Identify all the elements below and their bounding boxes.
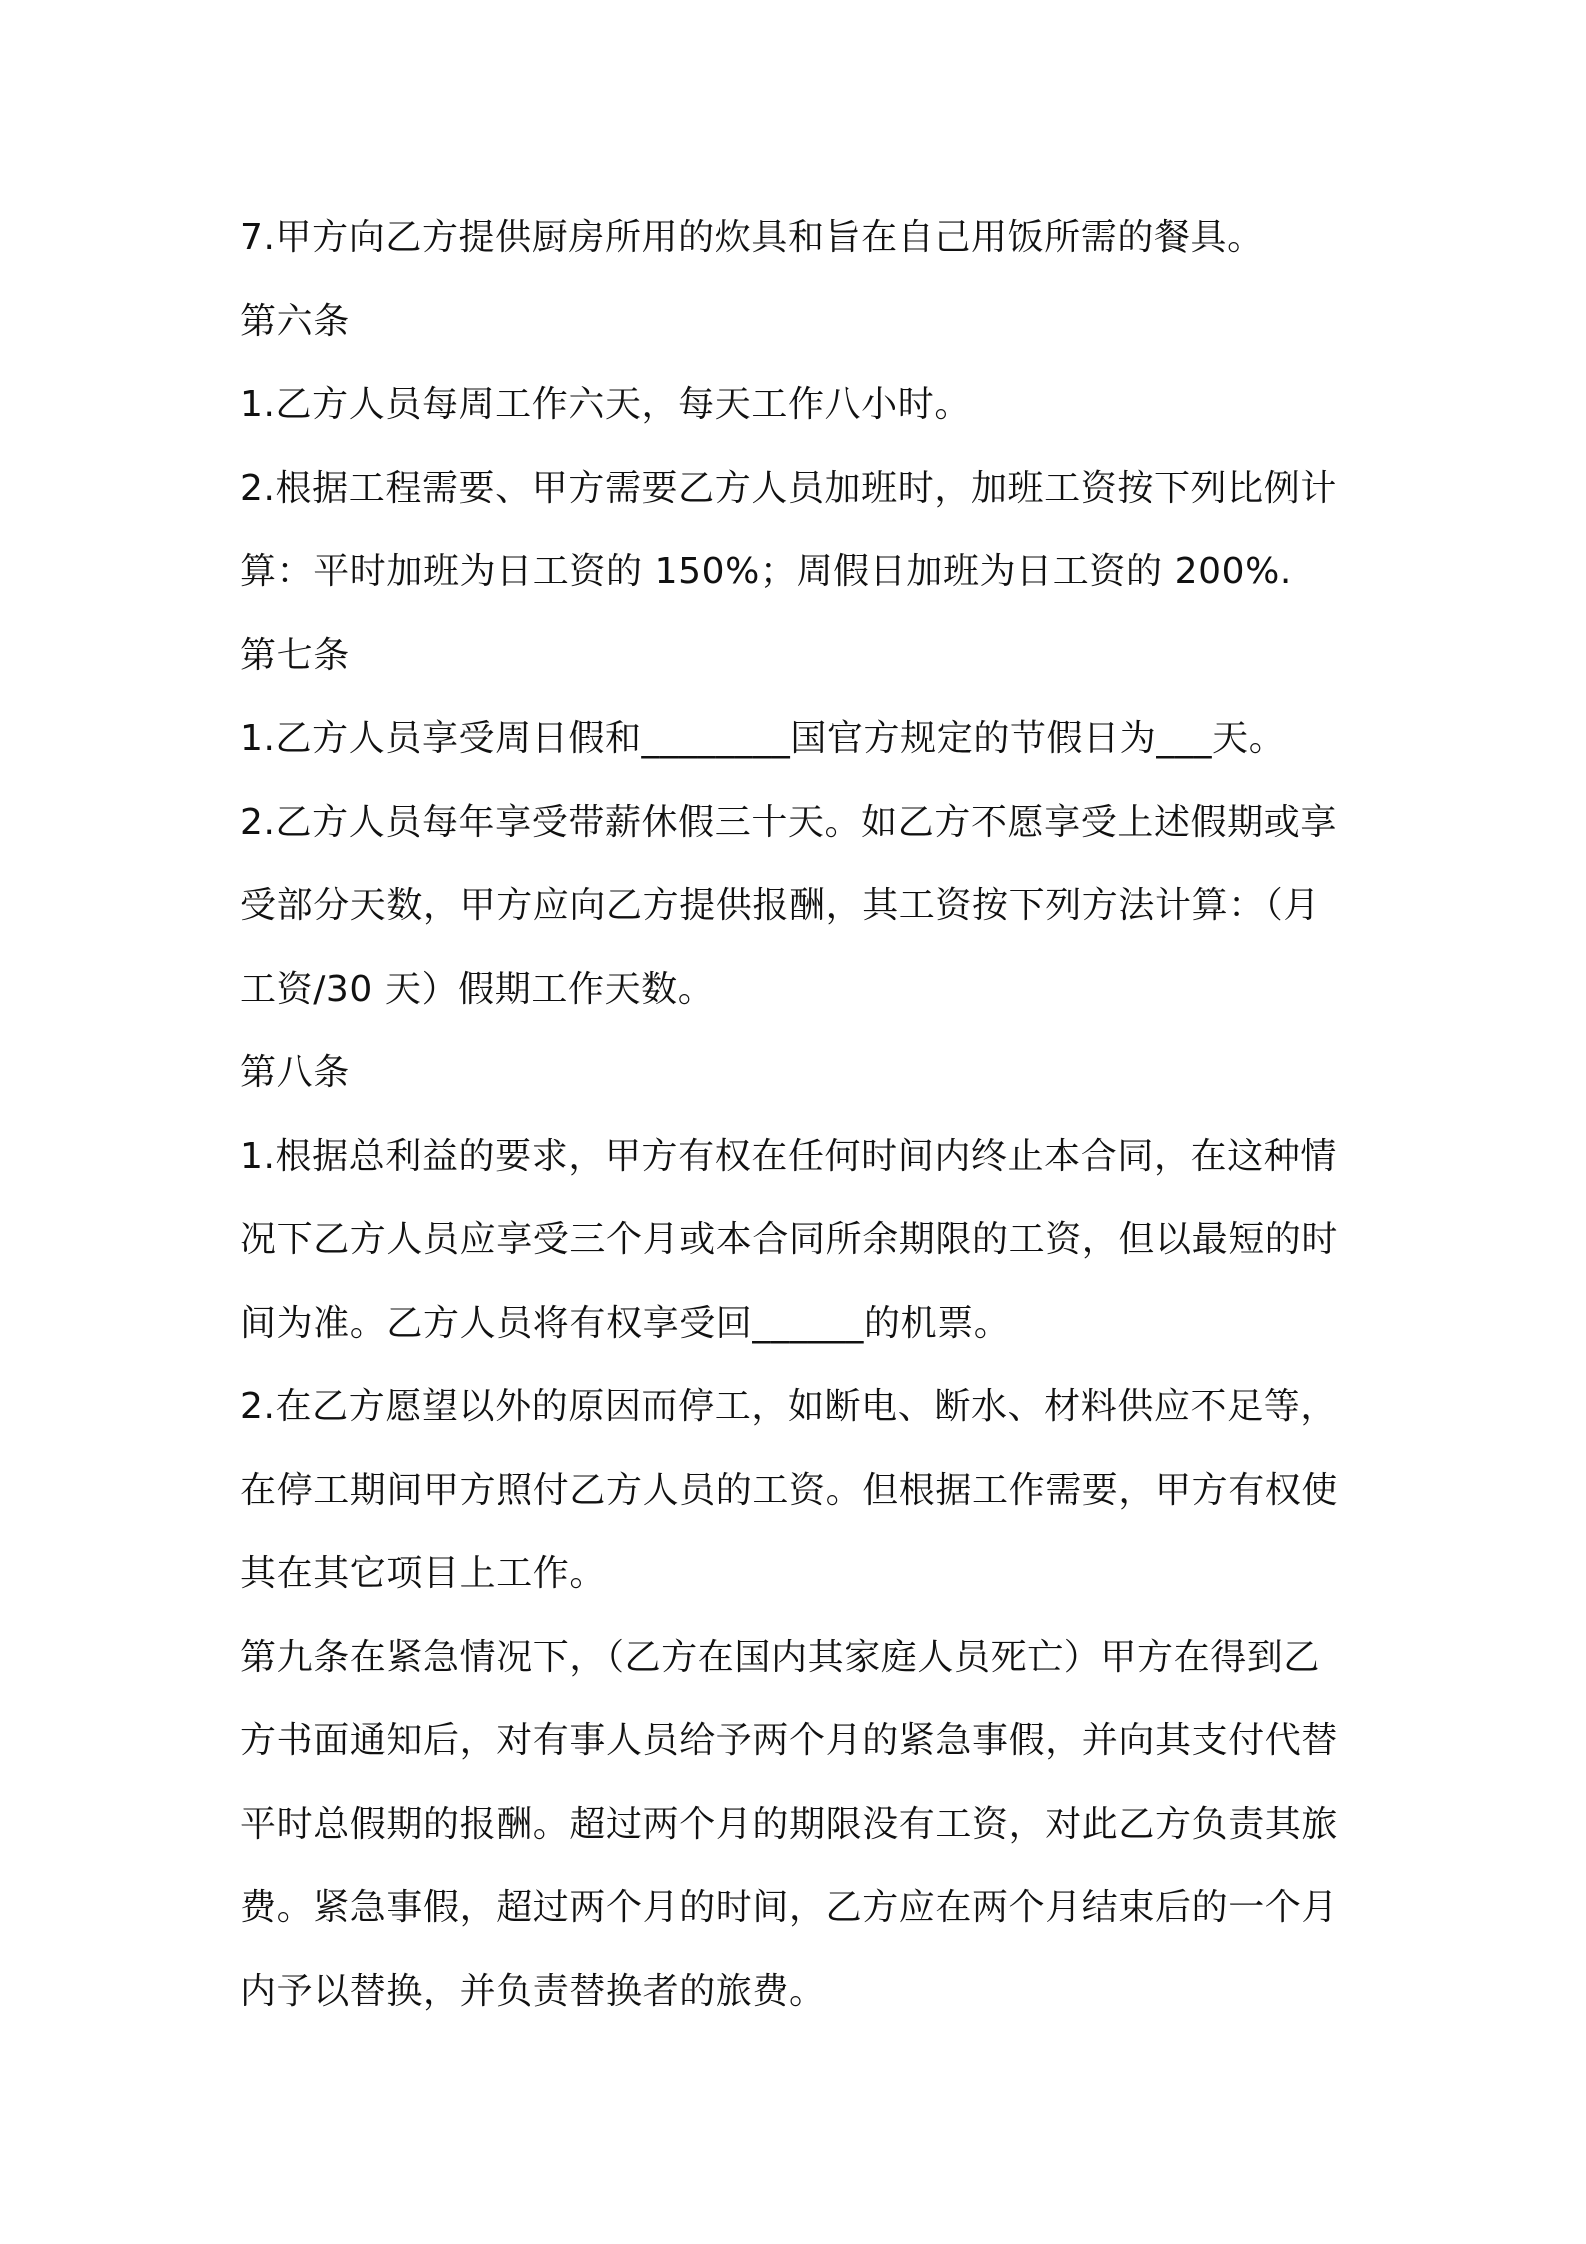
article-6-item-2-line-1: 2.根据工程需要、甲方需要乙方人员加班时，加班工资按下列比例计 xyxy=(240,467,1337,509)
article-8-item-2-line-1: 2.在乙方愿望以外的原因而停工，如断电、断水、材料供应不足等， xyxy=(240,1386,1337,1427)
clause-5-item-7: 7.甲方向乙方提供厨房所用的炊具和旨在自己用饭所需的餐具。 xyxy=(240,217,1264,258)
article-7-item-2-line-1: 2.乙方人员每年享受带薪休假三十天。如乙方不愿享受上述假期或享 xyxy=(240,801,1337,843)
article-7-item-2-line-3: 工资/30 天）假期工作天数。 xyxy=(240,968,715,1010)
article-9-line-3: 平时总假期的报酬。超过两个月的期限没有工资，对此乙方负责其旅 xyxy=(240,1803,1339,1845)
article-6-heading: 第六条 xyxy=(240,300,350,342)
article-6-item-1: 1.乙方人员每周工作六天，每天工作八小时。 xyxy=(240,384,971,425)
article-9-line-1: 第九条在紧急情况下，（乙方在国内其家庭人员死亡）甲方在得到乙 xyxy=(240,1636,1321,1678)
article-7-item-2-line-2: 受部分天数，甲方应向乙方提供报酬，其工资按下列方法计算：（月 xyxy=(240,885,1321,926)
article-8-item-2-line-2: 在停工期间甲方照付乙方人员的工资。但根据工作需要，甲方有权使 xyxy=(240,1469,1339,1511)
article-8-item-1-line-2: 况下乙方人员应享受三个月或本合同所余期限的工资，但以最短的时 xyxy=(240,1219,1339,1260)
article-6-item-2-line-2: 算：平时加班为日工资的 150%；周假日加班为日工资的 200%. xyxy=(240,551,1292,592)
article-8-heading: 第八条 xyxy=(240,1052,350,1093)
article-9-line-5: 内予以替换，并负责替换者的旅费。 xyxy=(240,1970,826,2012)
article-8-item-1-line-3: 间为准。乙方人员将有权享受回______的机票。 xyxy=(240,1302,1011,1344)
article-9-line-4: 费。紧急事假，超过两个月的时间，乙方应在两个月结束后的一个月 xyxy=(240,1887,1339,1928)
article-7-item-1: 1.乙方人员享受周日假和________国官方规定的节假日为___天。 xyxy=(240,718,1286,759)
article-7-heading: 第七条 xyxy=(240,634,350,676)
document-body xyxy=(240,196,1360,2033)
article-8-item-2-line-3: 其在其它项目上工作。 xyxy=(240,1553,607,1594)
article-8-item-1-line-1: 1.根据总利益的要求，甲方有权在任何时间内终止本合同，在这种情 xyxy=(240,1135,1337,1177)
article-9-line-2: 方书面通知后，对有事人员给予两个月的紧急事假，并向其支付代替 xyxy=(240,1720,1339,1761)
